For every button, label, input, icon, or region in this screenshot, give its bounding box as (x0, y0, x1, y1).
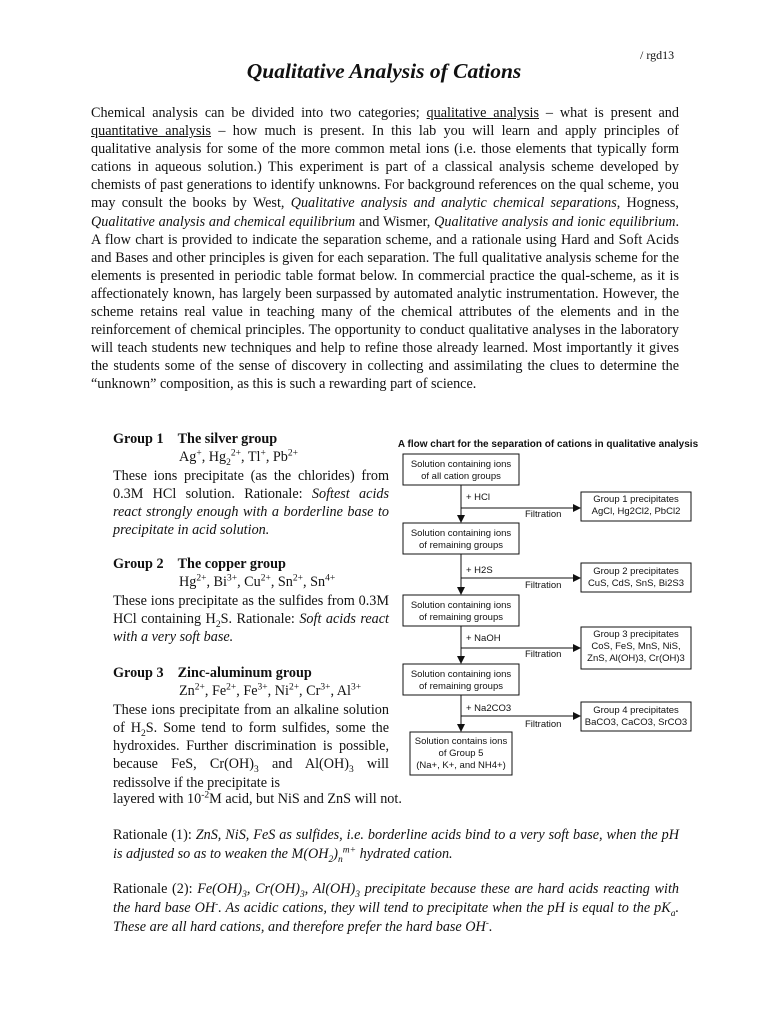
precipitate-4-line-1: Group 4 precipitates (593, 705, 679, 716)
group-2-rationale: Soft acids react with a very soft base. (113, 610, 389, 646)
group-3-label: Group 3 (113, 665, 164, 681)
superscript: - (215, 899, 219, 910)
rationale-text: precipitate because these are hard acids reacting with the hard base OH (113, 881, 679, 916)
intro-text: and Wismer, (355, 213, 435, 230)
book-title-west: Qualitative analysis and analytic chemical separations (290, 195, 617, 212)
solution-1-line-1: Solution containing ions (410, 459, 512, 470)
ion: $Pb^{2+}$ (272, 448, 298, 466)
group-1-text: These ions precipitate (as the chlorides) from 0.3M HCl solution. Rationale: (113, 467, 389, 502)
filtration-label-1: Filtration (525, 509, 562, 520)
ion: $Fe^{3+}$ (243, 682, 268, 700)
group-1-rationale: Softest acids react strongly enough with a borderline base to precipitate in acid solution. (113, 485, 389, 539)
rationale-label: Rationale (1): (113, 827, 196, 843)
precipitate-1-line-1: Group 1 precipitates (593, 494, 679, 505)
ion: $Hg_2^{2+}$ (208, 448, 241, 469)
superscript: -2 (201, 790, 210, 801)
ion: $Hg^{2+}$ (179, 573, 207, 591)
group-3-name: Zinc-aluminum group (177, 665, 312, 681)
rationale-text: Fe(OH) (197, 881, 243, 897)
precipitate-3-line-3: ZnS, Al(OH)3, Cr(OH)3 (587, 653, 685, 664)
solution-1-line-2: of all cation groups (421, 471, 501, 482)
group-2-text: These ions precipitate as the sulfides from 0.3M HCl containing H (113, 592, 389, 627)
group-3-text: and Al(OH) (258, 756, 349, 773)
precipitate-2-line-1: Group 2 precipitates (593, 566, 679, 577)
precipitate-3-line-2: CoS, FeS, MnS, NiS, (591, 641, 681, 652)
rationale-text: . (488, 919, 493, 935)
group-2-ions: $Hg^{2+}$, $Bi^{3+}$, $Cu^{2+}$, $Sn^{2+}$, $Sn^{4+}$ (179, 573, 336, 591)
subscript: 3 (300, 889, 305, 900)
book-title-hogness: Qualitative analysis and chemical equilibrium (91, 213, 356, 230)
ion: $Cu^{2+}$ (244, 573, 271, 591)
solution-5-line-2: of Group 5 (438, 748, 484, 759)
precipitate-4-line-2: BaCO3, CaCO3, SrCO3 (584, 717, 688, 728)
term-qualitative: qualitative analysis (426, 105, 540, 121)
document-ref: / rgd13 (640, 48, 675, 62)
group-2-name: The copper group (177, 556, 286, 572)
superscript: m+ (342, 845, 357, 856)
solution-5-line-3: (Na+, K+, and NH4+) (416, 760, 506, 771)
subscript: 3 (254, 765, 259, 776)
solution-3-line-2: of remaining groups (419, 612, 503, 623)
intro-text: , Hogness, (616, 195, 679, 212)
ion: $Sn^{2+}$ (277, 573, 304, 591)
precipitate-3-line-1: Group 3 precipitates (593, 629, 679, 640)
term-quantitative: quantitative analysis (91, 123, 212, 140)
group-1-label: Group 1 (113, 431, 164, 447)
solution-4-line-2: of remaining groups (419, 681, 503, 692)
subscript: 3 (355, 889, 361, 900)
precipitate-1-line-2: AgCl, Hg2Cl2, PbCl2 (591, 506, 681, 517)
group-3-text: layered with 10 (113, 791, 202, 807)
group-3-ions: $Zn^{2+}$, $Fe^{2+}$, $Fe^{3+}$, $Ni^{2+}$, $Cr^{3+}$, $Al^{3+}$ (179, 682, 362, 700)
intro-text: Chemical analysis can be divided into two categories; (91, 105, 427, 121)
ion: Ag+ (179, 448, 202, 466)
ion: $Zn^{2+}$ (179, 682, 205, 700)
group-3-text: will redissolve if the precipitate is (113, 756, 389, 791)
group-3-text: M acid, but NiS and ZnS will not. (209, 791, 402, 807)
rationale-label: Rationale (2): (113, 881, 198, 897)
group-1-name: The silver group (177, 431, 278, 447)
intro-text: – what is present and (539, 105, 679, 121)
superscript: - (485, 918, 489, 929)
reagent-2: + H2S (466, 565, 493, 576)
group-2-text: S. Rationale: (220, 610, 300, 627)
subscript: 3 (242, 889, 247, 900)
reagent-4: + Na2CO3 (466, 703, 512, 714)
ion: $Bi^{3+}$ (213, 573, 238, 591)
ion: $Sn^{4+}$ (310, 573, 336, 591)
book-title-wismer: Qualitative analysis and ionic equilibrium (434, 213, 676, 230)
intro-text: . A flow chart is provided to indicate the separation scheme, and a rationale using Hard and Soft Acids and Bases and other principles is given for each separation. The full qualitative analysis scheme for the elements is presented in periodic table format below. In commercial practice the qual-scheme, as it is affectionately known, has largely been surpassed by automated analytic instrumentation. However, the scheme retains real value in teaching many of the chemical attributes of the elements and in the reinforcement of chemical principles. The opportunity to conduct qualitative analyses in the laboratory will teach students new techniques and help to refine those already learned. Most importantly it gives the students some of the sense of discovery in collecting and assimilating the clues to determine the “unknown” composition, as this is such a rewarding part of science. (91, 213, 679, 393)
rationale-text: hydrated cation. (356, 846, 453, 862)
rationale-text: , Cr(OH) (246, 881, 301, 897)
subscript: n (338, 854, 343, 865)
ion: $Al^{3+}$ (336, 682, 362, 700)
intro-text: – how much is present. In this lab you will learn and apply principles of qualitative analysis for some of the more common metal ions (i.e. those elements that typically form cations in aqueous solution.) This experiment is part of a classical analysis scheme developed by chemists of past generations to identify unknowns. For background references on the qual scheme, you may consult the books by West, (91, 123, 680, 212)
group-3-text: S. Some tend to form sulfides, some the hydroxides. Further discrimination is possible, because FeS, Cr(OH) (113, 719, 389, 773)
ion: $Fe^{2+}$ (211, 682, 237, 700)
solution-4-line-1: Solution containing ions (410, 669, 512, 680)
subscript: 2 (141, 728, 146, 739)
filtration-label-2: Filtration (525, 580, 562, 591)
solution-3-line-1: Solution containing ions (410, 600, 512, 611)
group-2-label: Group 2 (113, 556, 164, 572)
rationale-text: ) (333, 846, 339, 862)
rationale-text: . As acidic cations, they will tend to precipitate when the pH is equal to the pK (218, 900, 671, 916)
filtration-label-3: Filtration (525, 649, 562, 660)
subscript: 2 (215, 619, 221, 630)
precipitate-2-line-2: CuS, CdS, SnS, Bi2S3 (587, 578, 685, 589)
ion: $Cr^{3+}$ (306, 682, 331, 700)
ion: Tl+ (247, 448, 266, 466)
group-1-ions: Ag+, $Hg_2^{2+}$, Tl+, $Pb^{2+}$ (179, 448, 298, 469)
subscript: 2 (328, 854, 334, 865)
group-3-text: These ions precipitate from an alkaline solution of H (113, 701, 389, 736)
subscript: a (670, 908, 676, 919)
rationale-text: ZnS, NiS, FeS as sulfides, i.e. borderline acids bind to a very soft base, when the pH is adjusted so as to weaken the M(OH (113, 827, 680, 862)
subscript: 3 (348, 765, 354, 776)
reagent-1: + HCl (466, 492, 491, 503)
page-title: Qualitative Analysis of Cations (246, 59, 522, 83)
solution-2-line-2: of remaining groups (419, 540, 503, 551)
rationale-text: , Al(OH) (304, 881, 356, 897)
ion: $Ni^{2+}$ (274, 682, 300, 700)
solution-2-line-1: Solution containing ions (410, 528, 512, 539)
flow-chart-title: A flow chart for the separation of cations in qualitative analysis (397, 439, 699, 450)
solution-5-line-1: Solution contains ions (414, 736, 508, 747)
reagent-3: + NaOH (466, 633, 501, 644)
filtration-label-4: Filtration (525, 719, 562, 730)
rationale-text: . These are all hard cations, and therefore prefer the hard base OH (113, 900, 679, 935)
